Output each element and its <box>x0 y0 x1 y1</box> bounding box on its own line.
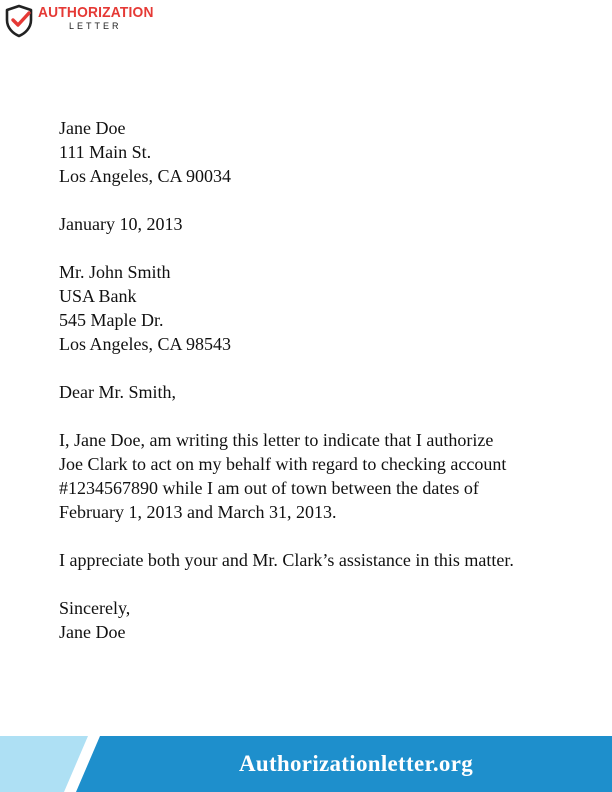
body-line: February 1, 2013 and March 31, 2013. <box>59 502 337 522</box>
recipient-company: USA Bank <box>59 286 137 306</box>
sender-street: 111 Main St. <box>59 142 152 162</box>
footer-banner <box>0 736 612 792</box>
body-paragraph <box>59 428 579 524</box>
recipient-address <box>59 260 579 356</box>
site-logo[interactable] <box>4 4 164 38</box>
closing: Sincerely, <box>59 598 131 618</box>
letter-body <box>59 116 579 644</box>
recipient-name: Mr. John Smith <box>59 262 171 282</box>
logo-title: AUTHORIZATION <box>38 4 154 21</box>
sender-city: Los Angeles, CA 90034 <box>59 166 232 186</box>
sender-name: Jane Doe <box>59 118 126 138</box>
sender-address <box>59 116 579 188</box>
body-line: Joe Clark to act on my behalf with regard to checking account <box>59 454 507 474</box>
logo-subtitle: LETTER <box>69 21 122 31</box>
recipient-street: 545 Maple Dr. <box>59 310 164 330</box>
body-line: #1234567890 while I am out of town between the dates of <box>59 478 479 498</box>
footer-website-link[interactable]: Authorizationletter.org <box>238 751 474 776</box>
recipient-city: Los Angeles, CA 98543 <box>59 334 232 354</box>
body-line: I, Jane Doe, am writing this letter to indicate that I authorize <box>59 430 494 450</box>
logo-wordmark <box>38 4 164 31</box>
shield-check-icon <box>4 4 34 38</box>
appreciation-paragraph: I appreciate both your and Mr. Clark’s assistance in this matter. <box>59 550 514 570</box>
signature-name: Jane Doe <box>59 622 126 642</box>
salutation: Dear Mr. Smith, <box>59 382 176 402</box>
letter-date: January 10, 2013 <box>59 214 183 234</box>
